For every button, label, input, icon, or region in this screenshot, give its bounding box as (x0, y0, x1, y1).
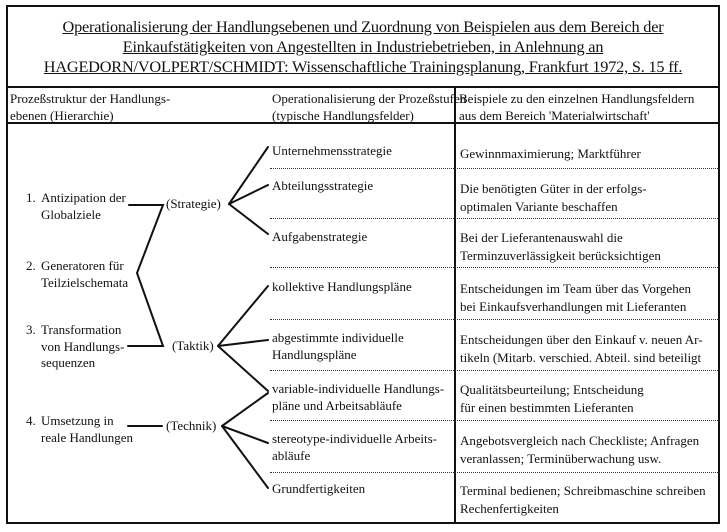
level-text-line: sequenzen (41, 355, 96, 370)
level-text-line: von Handlungs- (41, 338, 125, 354)
level-text-line: Umsetzung in (41, 413, 114, 428)
connector-technik-variabel (222, 393, 268, 426)
example-text-line: für einen bestimmten Lieferanten (460, 400, 634, 415)
level-number: 2. (26, 258, 36, 273)
example-item (460, 145, 641, 163)
level-text-line: Transformation (41, 322, 122, 337)
connector-taktik-variabel (218, 346, 268, 391)
field-text-line: Aufgabenstrategie (272, 229, 368, 244)
field-item (272, 480, 365, 497)
title-line-3: HAGEDORN/VOLPERT/SCHMIDT: Wissenschaftliche Trainingsplanung, Frankfurt 1972, S. 15 ff. (43, 57, 683, 76)
example-text-line: Qualitätsbeurteilung; Entscheidung (460, 382, 644, 397)
example-item (460, 331, 703, 367)
field-text-line: kollektive Handlungspläne (272, 279, 412, 294)
field-item (272, 228, 367, 245)
field-text-line: Grundfertigkeiten (272, 481, 366, 496)
example-item (460, 381, 644, 417)
example-text-line: Entscheidungen im Team über das Vorgehen (460, 281, 691, 296)
field-item (272, 142, 392, 159)
field-item (272, 177, 373, 194)
example-item (460, 180, 647, 216)
header-col-operationalization-line: (typische Handlungsfelder) (272, 108, 414, 123)
example-text-line: Angebotsvergleich nach Checkliste; Anfragen (460, 433, 700, 448)
title-line-2: Einkaufstätigkeiten von Angestellten in Industriebetrieben, in Anlehnung an (122, 37, 604, 56)
connector-level1-2-3 (128, 205, 163, 346)
field-text-line: Unternehmensstrategie (272, 143, 392, 158)
header-col-operationalization-line: Operationalisierung der Prozeßstufen (272, 91, 467, 106)
example-text-line: bei Einkaufsverhandlungen mit Lieferanten (460, 299, 687, 314)
example-text-line: Terminal bedienen; Schreibmaschine schreiben (460, 483, 706, 498)
level-text-line: Generatoren für (41, 258, 124, 273)
field-text-line: Handlungspläne (272, 347, 357, 362)
header-col-examples-line: Beispiele zu den einzelnen Handlungsfeldern (459, 91, 695, 106)
level-text-line: Globalziele (41, 206, 101, 222)
group-label-strategie: (Strategie) (166, 196, 221, 211)
example-text-line: Rechenfertigkeiten (460, 501, 559, 516)
field-text-line: abläufe (272, 448, 311, 463)
example-text-line: tikeln (Mitarb. verschied. Abteil. sind beteiligt (460, 350, 702, 365)
connector-strategie-aufgaben (229, 204, 268, 234)
level-number: 3. (26, 322, 36, 337)
field-text-line: Abteilungsstrategie (272, 178, 374, 193)
field-text-line: abgestimmte individuelle (272, 330, 404, 345)
level-number: 1. (26, 190, 36, 205)
example-text-line: Die benötigten Güter in der erfolgs- (460, 181, 647, 196)
field-text-line: variable-individuelle Handlungs- (272, 381, 445, 396)
example-text-line: Bei der Lieferantenauswahl die (460, 230, 623, 245)
example-text-line: Terminzuverlässigkeit berücksichtigen (460, 248, 661, 263)
example-text-line: optimalen Variante beschaffen (460, 199, 618, 214)
connector-taktik-abgestimmt (218, 340, 268, 346)
example-item (460, 432, 699, 468)
connector-taktik-kollektiv (218, 286, 268, 346)
field-item (272, 430, 437, 464)
field-item (272, 380, 444, 414)
field-text-line: stereotype-individuelle Arbeits- (272, 431, 437, 446)
level-text-line: reale Handlungen (41, 429, 134, 445)
level-text-line: Antizipation der (41, 190, 126, 205)
field-item (272, 278, 412, 295)
example-item (460, 229, 661, 265)
group-label-taktik: (Taktik) (172, 338, 214, 353)
group-label-technik: (Technik) (166, 418, 217, 433)
level-text-line: Teilzielschemata (41, 274, 129, 290)
example-text-line: Entscheidungen über den Einkauf v. neuen Ar- (460, 332, 703, 347)
field-item (272, 329, 404, 363)
example-item (460, 280, 691, 316)
header-col-structure-line: ebenen (Hierarchie) (10, 108, 114, 123)
level-number: 4. (26, 413, 36, 428)
example-text-line: Gewinnmaximierung; Marktführer (460, 146, 641, 161)
header-col-structure-line: Prozeßstruktur der Handlungs- (10, 91, 171, 106)
header-col-examples-line: aus dem Bereich 'Materialwirtschaft' (459, 108, 650, 123)
title-line-1: Operationalisierung der Handlungsebenen und Zuordnung von Beispielen aus dem Bereich der (62, 17, 664, 36)
field-text-line: pläne und Arbeitsabläufe (272, 398, 402, 413)
example-item (460, 482, 706, 518)
example-text-line: veranlassen; Terminüberwachung usw. (460, 451, 662, 466)
